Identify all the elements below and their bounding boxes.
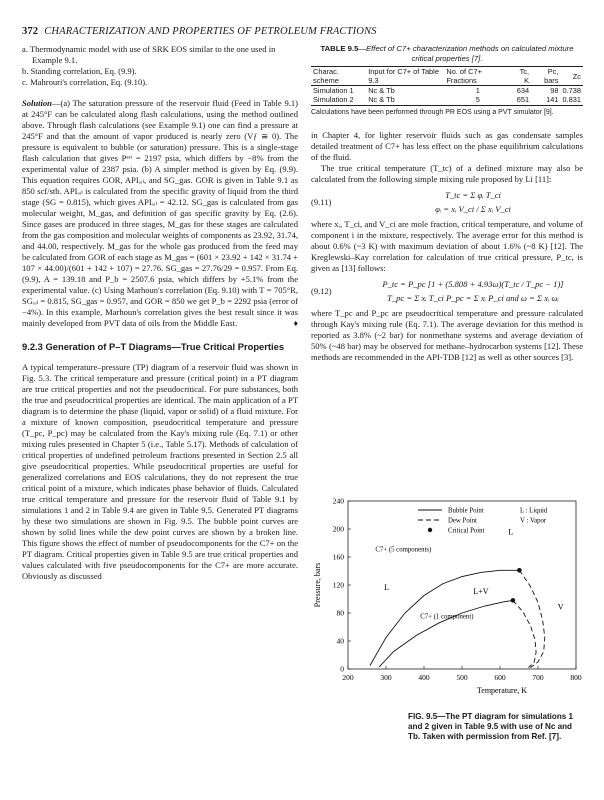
table-row <box>311 95 583 104</box>
figure-caption: FIG. 9.5—The PT diagram for simulations 1 and 2 given in Table 9.5 with use of Nc and Tb. Taken with permission from Ref. [7]. <box>408 712 574 741</box>
table-header: Charac. scheme <box>311 67 366 86</box>
x-tick-label: 500 <box>456 673 468 682</box>
annotation-c7-5-components: C7+ (5 components) <box>375 546 432 554</box>
legend-key-vapor: V : Vapor <box>520 517 547 525</box>
left-column <box>22 44 298 582</box>
body-paragraph: in Chapter 4, for lighter reservoir fluids such as gas condensate samples detailed treatment of C7+ has less effect on the phase equilibrium calculations of the fluid. <box>311 130 583 162</box>
table-caption <box>311 44 583 63</box>
equation-number: (9.12) <box>311 285 332 296</box>
legend-bubble-label: Bubble Point <box>448 507 484 515</box>
table-header: No. of C7+ Fractions <box>444 67 511 86</box>
x-tick-label: 700 <box>532 673 544 682</box>
table-header: Pc, bars <box>531 67 560 86</box>
x-tick-label: 400 <box>418 673 430 682</box>
list-item: b. Standing correlation, Eq. (9.9). <box>22 66 137 76</box>
table-header: Tc, K <box>511 67 531 86</box>
x-tick-label: 300 <box>380 673 392 682</box>
body-paragraph: where T_pc and P_pc are pseudocritical temperature and pressure calculated through Kay's mixing rule (Eq. 7.1). The average deviation for this method is reported as 3.8% (~2 bar) for nonmethane systems and average deviation of 50% (~48 bar) may be observed for methane–hydrocarbon systems [12]. These methods are recommended in the API-TDB [12] as well as other sources [3]. <box>311 308 583 362</box>
table-label: TABLE 9.5 <box>320 44 359 53</box>
legend-critical-swatch <box>428 528 432 532</box>
table-header-row <box>311 67 583 86</box>
table-cell: 98 <box>550 86 559 95</box>
dew-point-curve <box>513 600 536 667</box>
legend-critical-label: Critical Point <box>448 527 485 535</box>
legend-key-liquid: L : Liquid <box>520 507 548 515</box>
table-cell: 634 <box>516 86 530 95</box>
table-header: Input for C7+ of Table 9.3 <box>366 67 444 86</box>
dew-point-curve <box>519 570 544 667</box>
equation-9-12 <box>311 277 583 305</box>
table-9-5 <box>311 67 583 104</box>
y-axis-label: Pressure, bars <box>313 562 322 608</box>
solution-text: —(a) The saturation pressure of the reservoir fluid (Feed in Table 9.1) at 245°F can be calculated along flash calculations, using the method outlined above. Through flash calculations (see Example 9.1) one can find a pressure at 245°F and that the amount of vapor produced is nearly zero (Vƒ ≅ 0). The pressure is equivalent to bubble (or saturation) pressure. This is a single-stage flash calculation that gives Pˢᵃᵗ = 2197 psia, which differs by −8% from the experimental value of 2387 psia. (b) A simpler method is given by Eq. (9.9). This equation requires GOR, APIₒᵢₗ, and SG_gas. GOR is given in Table 9.1 as 850 scf/stb. APIₒᵢₗ is calculated from the specific gravity of liquid from the third stage (SG = 0.815), which gives APIₒᵢₗ = 42.12. SG_gas is calculated from gas molecular weight, M_gas, and definition of gas specific gravity by Eq. (2.6). Since gases are produced in three stages, M_gas for these stages are calculated from the gas composition and molecular weights of components as 23.92, 31.74, and 44.00, respectively. M_gas for the whole gas produced from the feed may be calculated from GOR of each stage as M_gas = (601 × 23.92 + 142 × 31.74 + 107 × 44.00)/(601 + 142 + 107) = 27.76. SG_gas = 27.76/29 = 0.957. From Eq. (9.9), A = 139.18 and P_b = 2507.6 psia, which differs by +5.1% from the experimental value. (c) Using Marhoun's correlation (Eq. 9.10) with T = 705°R, SGₒᵢₗ = 0.815, SG_gas = 0.957, and GOR = 850 we get P_b = 2292 psia (error of −4%). In this example, Marhoun's correlation gives the best result since it was mainly developed from PVT data of oils from the Middle East. <box>22 98 298 328</box>
table-cell: 0.831 <box>562 95 581 104</box>
table-cell: 0.738 <box>562 86 581 95</box>
body-paragraph: The true critical temperature (T_tc) of a defined mixture may also be calculated from the following simple mixing rule proposed by Li [11]: <box>311 163 583 184</box>
end-mark: ♦ <box>293 318 298 328</box>
annotation-liquid-region: L <box>384 582 389 592</box>
y-tick-label: 160 <box>332 552 344 562</box>
equation-line: P_tc = P_pc [1 + (5.808 + 4.93ω)(T_tc / T_pc − 1)] <box>382 279 564 289</box>
y-tick-label: 0 <box>340 664 344 674</box>
critical-point-marker <box>517 568 522 573</box>
equation-line: T_tc = Σ φᵢ T_ci <box>445 190 501 200</box>
annotation-c7-1-component: C7+ (1 component) <box>420 613 474 621</box>
table-note: Calculations have been performed through PR EOS using a PVT simulator [9]. <box>311 105 583 118</box>
y-tick-label: 80 <box>336 608 344 618</box>
y-tick-label: 200 <box>332 524 344 534</box>
body-paragraph: where xᵢ, T_ci, and V_ci are mole fraction, critical temperature, and volume of component i in the mixture, respectively. The average error for this method is about 0.6% (~3 K) with maximum deviation of about 1.6% (~8 K) [12]. The Kreglewski–Kay correlation for calculation of true critical pressure, P_tc, is given as [13] follows: <box>311 219 583 273</box>
legend-dew-label: Dew Point <box>448 517 477 525</box>
annotation-two-phase-region: L+V <box>473 587 489 597</box>
section-heading: 9.2.3 Generation of P–T Diagrams—True Critical Properties <box>22 341 285 352</box>
y-tick-label: 120 <box>332 580 344 590</box>
solution-label: Solution <box>22 98 52 108</box>
table-cell: Nc & Tb <box>368 95 395 104</box>
page-number: 372 <box>22 26 39 37</box>
table-row <box>311 86 583 96</box>
table-header: Zc <box>560 67 583 86</box>
critical-point-marker <box>511 598 516 603</box>
annotation-liquid-region-upper: L <box>508 527 514 537</box>
table-cell: 5 <box>475 95 480 104</box>
section-paragraph: A typical temperature–pressure (TP) diagram of a reservoir fluid was shown in Fig. 5.3. The critical temperature and pressure (critical point) in a PT diagram are true critical properties and not the pseudocritical. For pure substances, both the true and pseudocritical properties are identical. The main application of a PT diagram is to determine the phase (liquid, vapor or solid) of a fluid mixture. For a mixture of known composition, pseudocritical temperature and pressure (T_pc, P_pc) may be calculated from the Kay's mixing rule (Eq. 7.1) or other mixing rules presented in Chapter 5 (i.e., Table 5.17). Methods of calculation of critical properties of undefined petroleum fractions presented in Section 2.5 all give pseudocritical properties. While pseudocritical properties are useful for generalized correlations and EOS calculations, they do not represent the true critical point of a mixture, which indicates phase behavior of fluids. Calculated true critical temperature and pressure for the reservoir fluid of Table 9.1 by simulations 1 and 2 in Table 9.4 are given in Table 9.5. Generated PT diagrams by these two simulations are shown in Fig. 9.5. The bubble point curves are shown by solid lines while the dew point curves are shown by a broken line. This figure shows the effect of number of pseudocomponents for the C7+ on the PT diagram. Critical properties given in Table 9.5 are true critical properties and values calculated with five pseudocomponents for the C7+ are more accurate. Obviously as discussed <box>22 361 298 581</box>
bubble-point-curve <box>379 600 513 667</box>
pt-diagram <box>300 497 590 707</box>
running-title: CHARACTERIZATION AND PROPERTIES OF PETROLEUM FRACTIONS <box>44 26 377 37</box>
table-caption-text: —Effect of C7+ characterization methods on calculated mixture critical properties [7]. <box>358 44 574 63</box>
equation-line: φᵢ = xᵢ V_ci / Σ xᵢ V_ci <box>435 204 511 214</box>
table-cell: Nc & Tb <box>368 86 395 95</box>
right-column <box>311 44 583 363</box>
equation-9-11 <box>311 188 583 216</box>
table-cell: 1 <box>475 86 480 95</box>
table-cell: Simulation 1 <box>313 86 354 95</box>
table-cell: 651 <box>516 95 530 104</box>
x-tick-label: 200 <box>342 673 354 682</box>
equation-number: (9.11) <box>311 196 332 207</box>
table-cell: Simulation 2 <box>313 95 354 104</box>
table-cell: 141 <box>546 95 559 104</box>
method-list <box>22 44 298 88</box>
y-tick-label: 40 <box>336 636 344 646</box>
annotation-vapor-region: V <box>557 602 564 612</box>
x-tick-label: 800 <box>570 673 582 682</box>
solution-paragraph <box>22 98 298 329</box>
equation-line: T_pc = Σ xᵢ T_ci P_pc = Σ xᵢ P_ci and ω = Σ xᵢ ωᵢ <box>387 293 559 303</box>
list-item: c. Mahrouri's correlation, Eq. (9.10). <box>22 77 148 87</box>
list-item: a. Thermodynamic model with use of SRK EOS similar to the one used in Example 9.1. <box>22 44 276 65</box>
x-axis-label: Temperature, K <box>476 686 528 695</box>
page-header <box>22 26 377 37</box>
y-tick-label: 240 <box>332 497 344 506</box>
x-tick-label: 600 <box>494 673 506 682</box>
